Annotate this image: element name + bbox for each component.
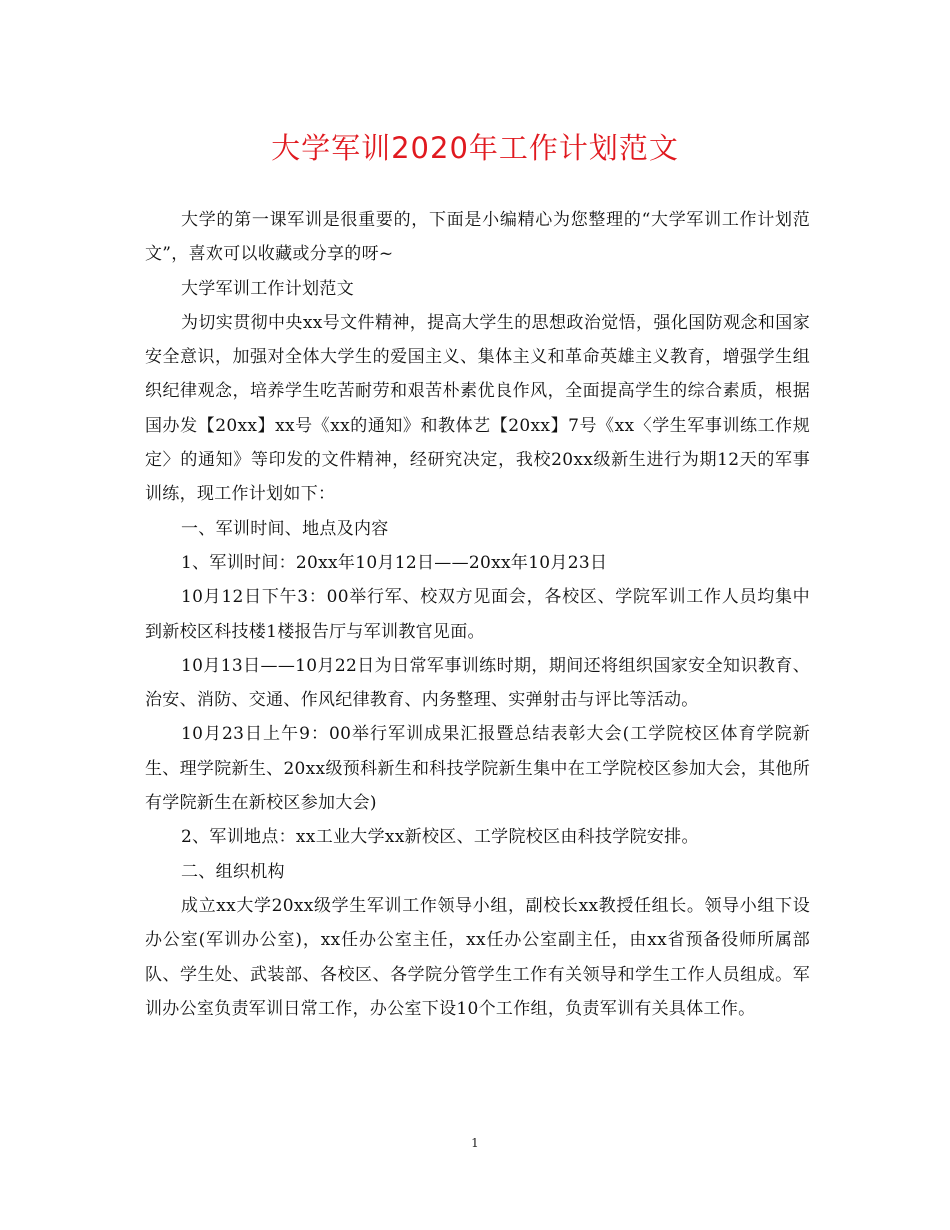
document-body bbox=[145, 203, 810, 1026]
subtitle-paragraph: 大学军训工作计划范文 bbox=[181, 278, 354, 299]
intro-paragraph: 大学的第一课军训是很重要的，下面是小编精心为您整理的“大学军训工作计划范文”，喜欢可以收藏或分享的呀~ bbox=[145, 210, 810, 265]
preamble-paragraph: 为切实贯彻中央xx号文件精神，提高大学生的思想政治觉悟，强化国防观念和国家安全意识，加强对全体大学生的爱国主义、集体主义和革命英雄主义教育，增强学生组织纪律观念，培养学生吃苦耐劳和艰苦朴素优良作风，全面提高学生的综合素质，根据国办发【20xx】xx号《xx的通知》和教体艺【20xx】7号《xx〈学生军事训练工作规定〉的通知》等印发的文件精神，经研究决定，我校20xx级新生进行为期12天的军事训练，现工作计划如下： bbox=[145, 312, 810, 505]
oct23-paragraph: 10月23日上午9：00举行军训成果汇报暨总结表彰大会(工学院校区体育学院新生、理学院新生、20xx级预科新生和科技学院新生集中在工学院校区参加大会，其他所有学院新生在新校区参加大会) bbox=[145, 724, 810, 814]
training-time-paragraph: 1、军训时间：20xx年10月12日——20xx年10月23日 bbox=[181, 552, 608, 573]
oct13-22-paragraph: 10月13日——10月22日为日常军事训练时期，期间还将组织国家安全知识教育、治安、消防、交通、作风纪律教育、内务整理、实弹射击与评比等活动。 bbox=[145, 655, 810, 711]
document-title: 大学军训2020年工作计划范文 bbox=[271, 131, 679, 165]
section-heading-2: 二、组织机构 bbox=[181, 861, 285, 882]
page-number: 1 bbox=[471, 1136, 479, 1150]
section-heading-1: 一、军训时间、地点及内容 bbox=[181, 518, 389, 539]
oct12-paragraph: 10月12日下午3：00举行军、校双方见面会，各校区、学院军训工作人员均集中到新校区科技楼1楼报告厅与军训教官见面。 bbox=[145, 587, 810, 642]
training-location-paragraph: 2、军训地点：xx工业大学xx新校区、工学院校区由科技学院安排。 bbox=[181, 827, 699, 848]
organization-paragraph: 成立xx大学20xx级学生军训工作领导小组，副校长xx教授任组长。领导小组下设办公室(军训办公室)，xx任办公室主任，xx任办公室副主任，由xx省预备役师所属部队、学生处、武装部、各校区、各学院分管学生工作有关领导和学生工作人员组成。军训办公室负责军训日常工作，办公室下设10个工作组，负责军训有关具体工作。 bbox=[145, 895, 810, 1019]
